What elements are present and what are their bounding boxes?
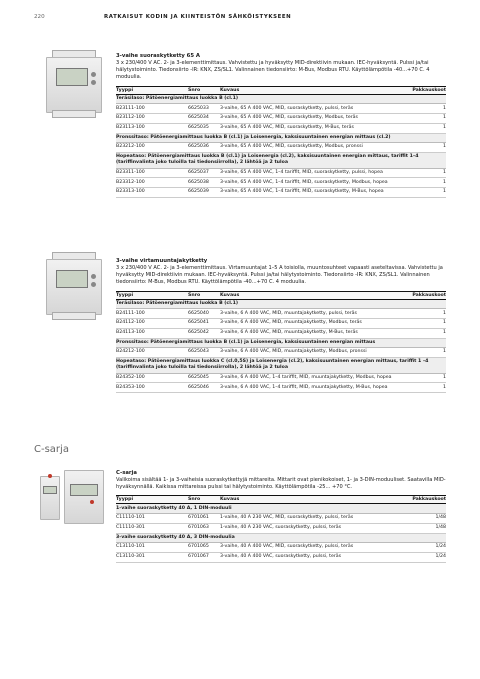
group-header: Hopeataso: Pätöenergiamittaus luokka C (cl.0,5S) ja Loisenergia (cl.2), kaksisuuntainen energian mittaus, tariffit 1 –4 (tariffinvalinta joko tuloilla tai tiedonsiirrolla), 2 lähtöä ja 2 tuloa [116,358,446,374]
meter-image-2 [46,252,102,322]
group-header: 1-vaihe suoraskytketty 40 A, 1 DIN-moduuli [116,504,446,514]
cell-type: B23312-100 [116,179,145,185]
table-row [116,524,446,534]
product-table [116,291,446,394]
cell-code: 6701067 [188,554,209,560]
cell-type: C11110-301 [116,525,145,531]
cell-pack-size: 1 [443,310,446,316]
table-header [116,291,446,300]
cell-pack-size: 1 [443,189,446,195]
cell-code: 6625033 [188,105,209,111]
cell-code: Snro [188,87,201,93]
group-header: Hopeataso: Pätöenergiamittaus luokka B (cl.1) ja Loisenergia (cl.2), kaksisuuntainen energian mittaus, tariffit 1–4 (tariffinvalinta joko tuloilla tai tiedonsiirrolla), 2 lähtöä ja 2 tuloa [116,153,446,169]
cell-description: 3-vaihe, 6 A 400 VAC, MID, muuntajakytketty, Modbus, pronssi [220,349,367,355]
meter-image-1 [46,50,102,120]
cell-description: 3-vaihe, 40 A 400 VAC, MID, suoraskytketty, pulssi, teräs [220,544,354,550]
cell-type: B23112-100 [116,115,145,121]
cell-code: 6625036 [188,144,209,150]
section-description: Valikoima sisältää 1- ja 3-vaiheisia suoraskytkettyjä mittareita. Mittarit ovat pienikokoiset, 1- ja 3-DIN-moduuliset. Saatavilla MID-hyväksynnällä. Kaikissa mittareissa pulssi tai hälytystoiminto. Käyttölämpötila -25... +70 °C. [116,477,446,491]
cell-type: B24111-100 [116,310,145,316]
section-c-series [116,470,446,563]
product-table [116,86,446,198]
group-header: Pronssitaso: Pätöenergiamittaus luokka B (cl.1) ja Loisenergia, kaksisuuntainen energian mittaus (cl.2) [116,134,446,144]
cell-type: B24112-100 [116,320,145,326]
table-row [116,543,446,553]
cell-type: Tyyppi [116,292,134,298]
table-row [116,514,446,524]
cell-type: B24352-100 [116,374,145,380]
meter-image-3 [40,470,104,530]
cell-code: 6625034 [188,115,209,121]
cell-type: B24212-100 [116,349,145,355]
table-row [116,188,446,198]
cell-pack-size: 1 [443,169,446,175]
table-row [116,169,446,179]
cell-description: 1-vaihe, 40 A 230 VAC, suoraskytketty, pulssi, teräs [220,525,342,531]
group-header: Pronssitaso: Pätöenergiamittaus luokka B (cl.1) ja Loisenergia, kaksisuuntainen energian mittaus [116,339,446,349]
cell-pack-size: Pakkauskoot [412,292,446,298]
table-row [116,124,446,134]
cell-type: B23212-100 [116,144,145,150]
table-row [116,143,446,153]
cell-code: 6625046 [188,384,209,390]
group-header: Teräsilaso: Pätöenergiamittaus luokka B (cl.1) [116,300,446,310]
cell-code: 6625040 [188,310,209,316]
cell-code: 6701061 [188,515,209,521]
cell-description: 3-vaihe, 65 A 400 VAC, MID, suoraskytketty, M-Bus, teräs [220,125,354,131]
table-row [116,309,446,319]
cell-description: 3-vaihe, 65 A 400 VAC, 1–4 tariffit, MID, suoraskytketty, pulssi, hopea [220,169,383,175]
cell-pack-size: 1 [443,374,446,380]
cell-description: 3-vaihe, 6 A 400 VAC, 1–4 tariffit, MID, muuntajakytketty, Modbus, hopea [220,374,392,380]
cell-pack-size: 1 [443,115,446,121]
table-row [116,319,446,329]
cell-type: Tyyppi [116,87,134,93]
table-header [116,495,446,504]
cell-code: Snro [188,292,201,298]
cell-pack-size: 1/24 [435,554,446,560]
cell-code: 6625038 [188,179,209,185]
section-description: 3 x 230/400 V AC. 2- ja 3-elementtimittaus. Vahvistettu ja hyväksytty MID-direktiivin mukaan. IEC-hyväksyntä. Pulssi ja/tai hälytystoiminto. Tiedonsiirto -IR: KNX, ZS/SL1. Valinnainen tiedonsiirto: M-Bus, Modbus RTU. Käyttölämpötila -40...+70 C. 4 moduulia. [116,60,430,81]
cell-type: B23113-100 [116,125,145,131]
cell-type: B24113-100 [116,330,145,336]
cell-pack-size: 1 [443,179,446,185]
section-title: C-sarja [116,470,137,476]
cell-pack-size: 1 [443,330,446,336]
cell-description: Kuvaus [220,292,240,298]
cell-description: 3-vaihe, 65 A 400 VAC, MID, suoraskytketty, Modbus, teräs [220,115,358,121]
cell-description: 3-vaihe, 6 A 400 VAC, 1–4 tariffit, MID, muuntajakytketty, M-Bus, hopea [220,384,388,390]
cell-description: 3-vaihe, 65 A 400 VAC, 1–4 tariffit, MID, suoraskytketty, M-Bus, hopea [220,189,384,195]
cell-description: 3-vaihe, 6 A 400 VAC, MID, muuntajakytketty, pulssi, teräs [220,310,358,316]
table-header [116,86,446,95]
page-title: RATKAISUT KODIN JA KIINTEISTÖN SÄHKÖISTYKSEEN [104,14,292,20]
table-row [116,114,446,124]
cell-description: 3-vaihe, 65 A 400 VAC, MID, suoraskytketty, pulssi, teräs [220,105,354,111]
cell-code: 6625043 [188,349,209,355]
cell-type: C13110-101 [116,544,145,550]
cell-code: 6625039 [188,189,209,195]
product-table [116,495,446,562]
cell-pack-size: Pakkauskoot [412,87,446,93]
cell-type: B24353-100 [116,384,145,390]
page-number: 220 [34,14,45,20]
cell-code: 6701063 [188,525,209,531]
group-header: 3-vaihe suoraskytketty 40 A, 3 DIN-moduulia [116,534,446,544]
cell-pack-size: 1 [443,144,446,150]
cell-type: B23311-100 [116,169,145,175]
section-title: 3-vaihe suoraskytketty 65 A [116,53,200,59]
table-row [116,329,446,339]
section-description: 3 x 230/400 V AC. 2- ja 3-elementtimittaus. Virtamuuntajat 1–5 A toisiolla, muuntosuhteet vapaasti aseteltavissa. Vahvistettu ja hyväksytty MID-direktiivin mukaan. IEC-hyväksyntä. Pulssi ja/tai hälytystoiminto. Tiedonsiirto -IR: KNX, ZS/SL1. Valinnainen tiedonsiirto: M-Bus, Modbus RTU. Käyttölämpötila -40...+70 C. 4 moduulia. [116,265,443,286]
cell-description: Kuvaus [220,87,240,93]
cell-type: B23313-100 [116,189,145,195]
section-title: 3-vaihe virtamuuntajakytketty [116,258,208,264]
cell-code: 6625041 [188,320,209,326]
cell-code: Snro [188,497,201,503]
cell-code: 6625045 [188,374,209,380]
cell-pack-size: 1/48 [435,525,446,531]
series-heading: C-sarja [34,444,69,455]
cell-code: 6625035 [188,125,209,131]
group-header: Teräsilaso: Pätöenergiamittaus luokka B (cl.1) [116,95,446,105]
table-row [116,553,446,563]
table-row [116,178,446,188]
cell-type: C11110-101 [116,515,145,521]
cell-pack-size: 1 [443,125,446,131]
cell-description: 3-vaihe, 65 A 400 VAC, 1–4 tariffit, MID, suoraskytketty, Modbus, hopea [220,179,388,185]
cell-code: 6701065 [188,544,209,550]
table-row [116,374,446,384]
cell-pack-size: 1/24 [435,544,446,550]
cell-code: 6625042 [188,330,209,336]
cell-description: 3-vaihe, 65 A 400 VAC, MID, suoraskytketty, Modbus, pronssi [220,144,363,150]
cell-pack-size: 1 [443,320,446,326]
section-3-phase-direct [116,53,446,198]
table-row [116,348,446,358]
cell-description: 3-vaihe, 6 A 400 VAC, MID, muuntajakytketty, M-Bus, teräs [220,330,358,336]
section-3-phase-ct [116,258,446,393]
cell-type: B23111-100 [116,105,145,111]
cell-type: C13110-301 [116,554,145,560]
cell-pack-size: 1 [443,384,446,390]
cell-description: 3-vaihe, 6 A 400 VAC, MID, muuntajakytketty, Modbus, teräs [220,320,362,326]
table-row [116,104,446,114]
cell-pack-size: 1 [443,349,446,355]
cell-pack-size: Pakkauskoot [412,497,446,503]
table-row [116,383,446,393]
cell-type: Tyyppi [116,497,134,503]
cell-description: Kuvaus [220,497,240,503]
cell-pack-size: 1/48 [435,515,446,521]
cell-description: 1-vaihe, 40 A 230 VAC, MID, suoraskytketty, pulssi, teräs [220,515,354,521]
cell-description: 3-vaihe, 40 A 400 VAC, suoraskytketty, pulssi, teräs [220,554,342,560]
cell-pack-size: 1 [443,105,446,111]
cell-code: 6625037 [188,169,209,175]
